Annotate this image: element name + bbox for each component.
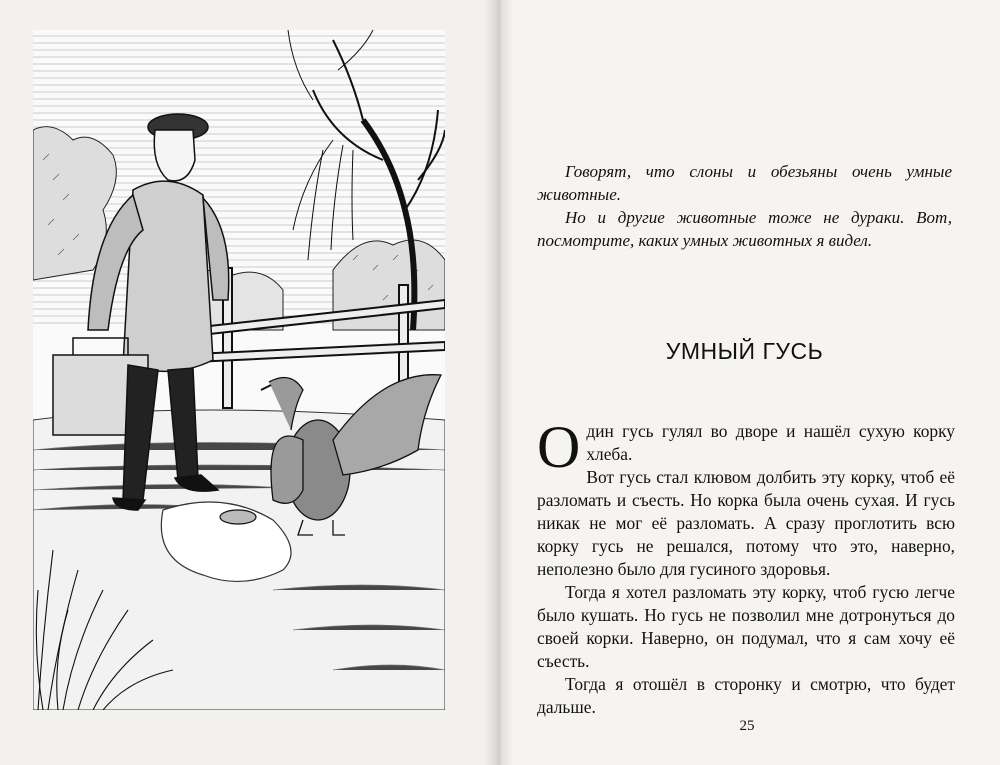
story-title: УМНЫЙ ГУСЬ — [665, 338, 824, 364]
story-paragraph: Вот гусь стал клювом долбить эту корку, чтоб её разломать и съесть. Но корка была очень сухая. И гусь никак не мог её разломать. А сразу проглотить всю корку гусь не решался, потому что это, наверно, неполезно было для гусиного здоровья. — [537, 467, 955, 579]
story-paragraph: Тогда я хотел разломать эту корку, чтоб гусю легче было кушать. Но гусь не позволил мне дотронуться до своей корки. Наверно, он подумал, что я сам хочу её съесть. — [537, 582, 955, 671]
intro-paragraph: Но и другие животные тоже не дураки. Вот, посмотрите, каких умных животных я видел. — [537, 208, 952, 250]
story-paragraph — [537, 414, 955, 480]
page-number: 25 — [739, 718, 755, 734]
drop-cap: О — [537, 414, 581, 480]
story-text — [537, 414, 955, 719]
illustration-boy-and-goose — [33, 30, 445, 710]
story-paragraph-text: дин гусь гулял во дворе и нашёл сухую корку хлеба. — [586, 421, 955, 464]
bread-crust — [220, 510, 256, 524]
left-page — [0, 0, 496, 765]
illustration-drawing — [33, 30, 445, 710]
intro-paragraph: Говорят, что слоны и обезьяны очень умные животные. — [537, 162, 952, 204]
page-gutter-shadow — [484, 0, 514, 765]
story-paragraph: Тогда я отошёл в сторонку и смотрю, что будет дальше. — [537, 674, 955, 717]
intro-text — [537, 156, 952, 252]
